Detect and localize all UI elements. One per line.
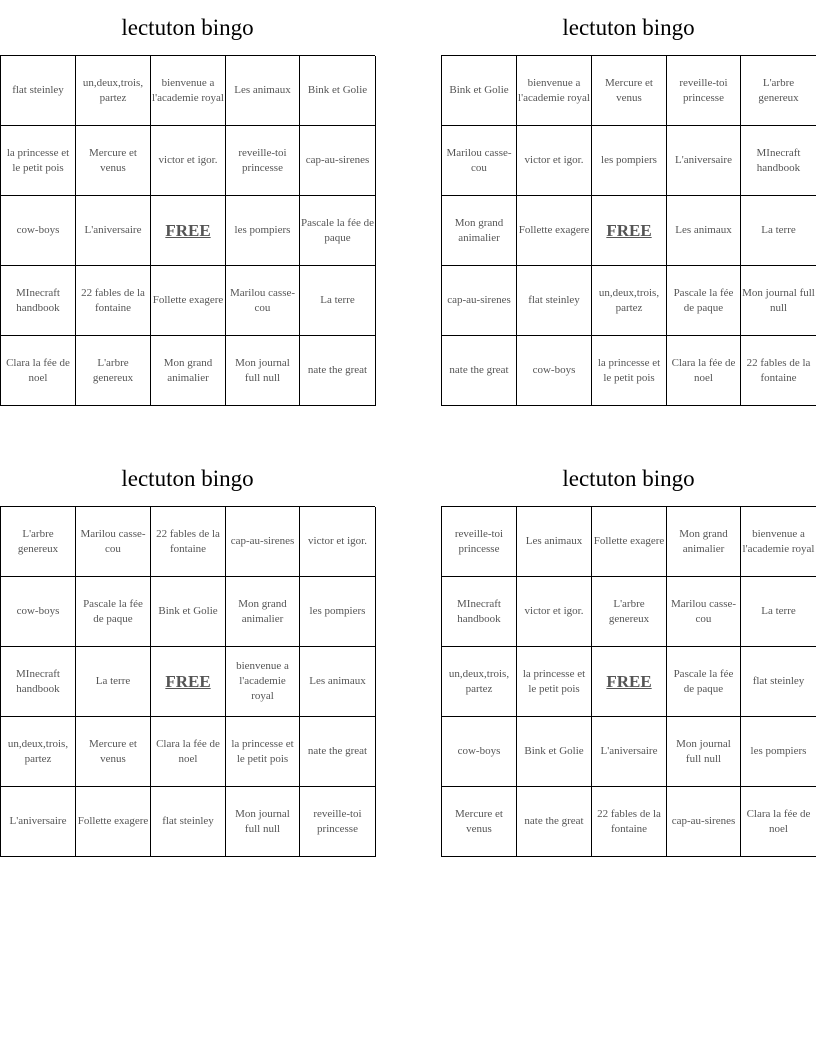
bingo-cell[interactable]: cap-au-sirenes: [667, 787, 741, 857]
bingo-cell[interactable]: Clara la fée de noel: [151, 717, 226, 787]
bingo-cell[interactable]: la princesse et le petit pois: [1, 126, 76, 196]
bingo-cell[interactable]: L'arbre genereux: [1, 507, 76, 577]
bingo-cell[interactable]: MInecraft handbook: [1, 266, 76, 336]
bingo-cell[interactable]: reveille-toi princesse: [300, 787, 376, 857]
bingo-cell[interactable]: cap-au-sirenes: [300, 126, 376, 196]
bingo-cell[interactable]: victor et igor.: [151, 126, 226, 196]
bingo-cell[interactable]: cow-boys: [1, 577, 76, 647]
bingo-grid: [0, 506, 375, 857]
bingo-cell[interactable]: un,deux,trois, partez: [76, 56, 151, 126]
bingo-cell[interactable]: La terre: [300, 266, 376, 336]
bingo-cell[interactable]: un,deux,trois, partez: [442, 647, 517, 717]
bingo-cell[interactable]: nate the great: [442, 336, 517, 406]
bingo-cell[interactable]: cow-boys: [442, 717, 517, 787]
card-title: lectuton bingo: [562, 466, 695, 491]
bingo-cell[interactable]: MInecraft handbook: [741, 126, 816, 196]
bingo-cell[interactable]: nate the great: [517, 787, 592, 857]
bingo-cell[interactable]: Mon grand animalier: [667, 507, 741, 577]
bingo-cell[interactable]: Mon journal full null: [667, 717, 741, 787]
bingo-cell[interactable]: bienvenue a l'academie royal: [151, 56, 226, 126]
bingo-cell[interactable]: la princesse et le petit pois: [226, 717, 300, 787]
bingo-cell[interactable]: 22 fables de la fontaine: [741, 336, 816, 406]
bingo-cell[interactable]: cow-boys: [517, 336, 592, 406]
bingo-cell[interactable]: flat steinley: [151, 787, 226, 857]
bingo-cell[interactable]: Marilou casse-cou: [442, 126, 517, 196]
bingo-cell[interactable]: Mon grand animalier: [226, 577, 300, 647]
bingo-cell[interactable]: Follette exagere: [517, 196, 592, 266]
bingo-cell[interactable]: Bink et Golie: [517, 717, 592, 787]
bingo-card-4: [441, 451, 816, 857]
card-title: lectuton bingo: [121, 15, 254, 40]
bingo-cell[interactable]: Mercure et venus: [442, 787, 517, 857]
bingo-cell[interactable]: cap-au-sirenes: [226, 507, 300, 577]
bingo-cell[interactable]: les pompiers: [226, 196, 300, 266]
bingo-cell[interactable]: L'aniversaire: [667, 126, 741, 196]
bingo-cell[interactable]: reveille-toi princesse: [442, 507, 517, 577]
bingo-cell[interactable]: Pascale la fée de paque: [667, 647, 741, 717]
bingo-cell[interactable]: Les animaux: [226, 56, 300, 126]
bingo-cell[interactable]: Mon grand animalier: [442, 196, 517, 266]
bingo-cell[interactable]: reveille-toi princesse: [667, 56, 741, 126]
bingo-cell[interactable]: victor et igor.: [300, 507, 376, 577]
bingo-cell[interactable]: Clara la fée de noel: [741, 787, 816, 857]
bingo-cell[interactable]: Marilou casse-cou: [76, 507, 151, 577]
bingo-cell[interactable]: 22 fables de la fontaine: [151, 507, 226, 577]
bingo-card-2: [441, 0, 816, 406]
bingo-cell[interactable]: bienvenue a l'academie royal: [517, 56, 592, 126]
bingo-cell[interactable]: MInecraft handbook: [442, 577, 517, 647]
free-space-cell[interactable]: FREE: [151, 196, 226, 266]
bingo-cell[interactable]: Mon journal full null: [741, 266, 816, 336]
free-space-cell[interactable]: FREE: [592, 196, 667, 266]
bingo-cell[interactable]: L'arbre genereux: [741, 56, 816, 126]
bingo-cell[interactable]: les pompiers: [741, 717, 816, 787]
bingo-cell[interactable]: victor et igor.: [517, 126, 592, 196]
bingo-cell[interactable]: les pompiers: [300, 577, 376, 647]
bingo-grid: [441, 55, 816, 406]
bingo-cell[interactable]: Mercure et venus: [76, 126, 151, 196]
bingo-cell[interactable]: Marilou casse-cou: [226, 266, 300, 336]
bingo-grid: [441, 506, 816, 857]
bingo-cell[interactable]: L'arbre genereux: [592, 577, 667, 647]
bingo-cell[interactable]: un,deux,trois, partez: [592, 266, 667, 336]
card-title: lectuton bingo: [121, 466, 254, 491]
bingo-cell[interactable]: Pascale la fée de paque: [76, 577, 151, 647]
bingo-cell[interactable]: L'aniversaire: [76, 196, 151, 266]
bingo-cell[interactable]: Clara la fée de noel: [1, 336, 76, 406]
card-title: lectuton bingo: [562, 15, 695, 40]
bingo-cell[interactable]: Clara la fée de noel: [667, 336, 741, 406]
bingo-cell[interactable]: Mercure et venus: [76, 717, 151, 787]
free-space-cell[interactable]: FREE: [592, 647, 667, 717]
bingo-cell[interactable]: Les animaux: [517, 507, 592, 577]
bingo-cell[interactable]: victor et igor.: [517, 577, 592, 647]
bingo-cell[interactable]: Mon journal full null: [226, 336, 300, 406]
bingo-cell[interactable]: Les animaux: [300, 647, 376, 717]
bingo-cell[interactable]: les pompiers: [592, 126, 667, 196]
bingo-cell[interactable]: Pascale la fée de paque: [667, 266, 741, 336]
bingo-cell[interactable]: 22 fables de la fontaine: [76, 266, 151, 336]
bingo-cell[interactable]: Mon journal full null: [226, 787, 300, 857]
bingo-cell[interactable]: bienvenue a l'academie royal: [741, 507, 816, 577]
bingo-cell[interactable]: Mercure et venus: [592, 56, 667, 126]
bingo-cell[interactable]: Les animaux: [667, 196, 741, 266]
bingo-cell[interactable]: flat steinley: [1, 56, 76, 126]
bingo-cell[interactable]: reveille-toi princesse: [226, 126, 300, 196]
bingo-cell[interactable]: MInecraft handbook: [1, 647, 76, 717]
bingo-grid: [0, 55, 375, 406]
free-space-cell[interactable]: FREE: [151, 647, 226, 717]
bingo-cell[interactable]: flat steinley: [517, 266, 592, 336]
bingo-cell[interactable]: nate the great: [300, 336, 376, 406]
bingo-cell[interactable]: Follette exagere: [592, 507, 667, 577]
bingo-cell[interactable]: Follette exagere: [151, 266, 226, 336]
bingo-card-1: [0, 0, 375, 406]
bingo-cell[interactable]: un,deux,trois, partez: [1, 717, 76, 787]
bingo-cell[interactable]: La terre: [741, 196, 816, 266]
bingo-cell[interactable]: la princesse et le petit pois: [517, 647, 592, 717]
bingo-cell[interactable]: L'arbre genereux: [76, 336, 151, 406]
bingo-card-3: [0, 451, 375, 857]
bingo-cell[interactable]: flat steinley: [741, 647, 816, 717]
bingo-cell[interactable]: Marilou casse-cou: [667, 577, 741, 647]
bingo-cell[interactable]: 22 fables de la fontaine: [592, 787, 667, 857]
bingo-cell[interactable]: cow-boys: [1, 196, 76, 266]
bingo-cell[interactable]: Follette exagere: [76, 787, 151, 857]
bingo-cell[interactable]: Bink et Golie: [300, 56, 376, 126]
bingo-cell[interactable]: Bink et Golie: [442, 56, 517, 126]
bingo-cell[interactable]: bienvenue a l'academie royal: [226, 647, 300, 717]
bingo-cell[interactable]: Mon grand animalier: [151, 336, 226, 406]
bingo-cell[interactable]: La terre: [741, 577, 816, 647]
bingo-cell[interactable]: L'aniversaire: [1, 787, 76, 857]
bingo-cell[interactable]: Bink et Golie: [151, 577, 226, 647]
bingo-cell[interactable]: La terre: [76, 647, 151, 717]
bingo-cell[interactable]: la princesse et le petit pois: [592, 336, 667, 406]
bingo-cell[interactable]: nate the great: [300, 717, 376, 787]
bingo-cell[interactable]: L'aniversaire: [592, 717, 667, 787]
bingo-cell[interactable]: cap-au-sirenes: [442, 266, 517, 336]
bingo-cell[interactable]: Pascale la fée de paque: [300, 196, 376, 266]
